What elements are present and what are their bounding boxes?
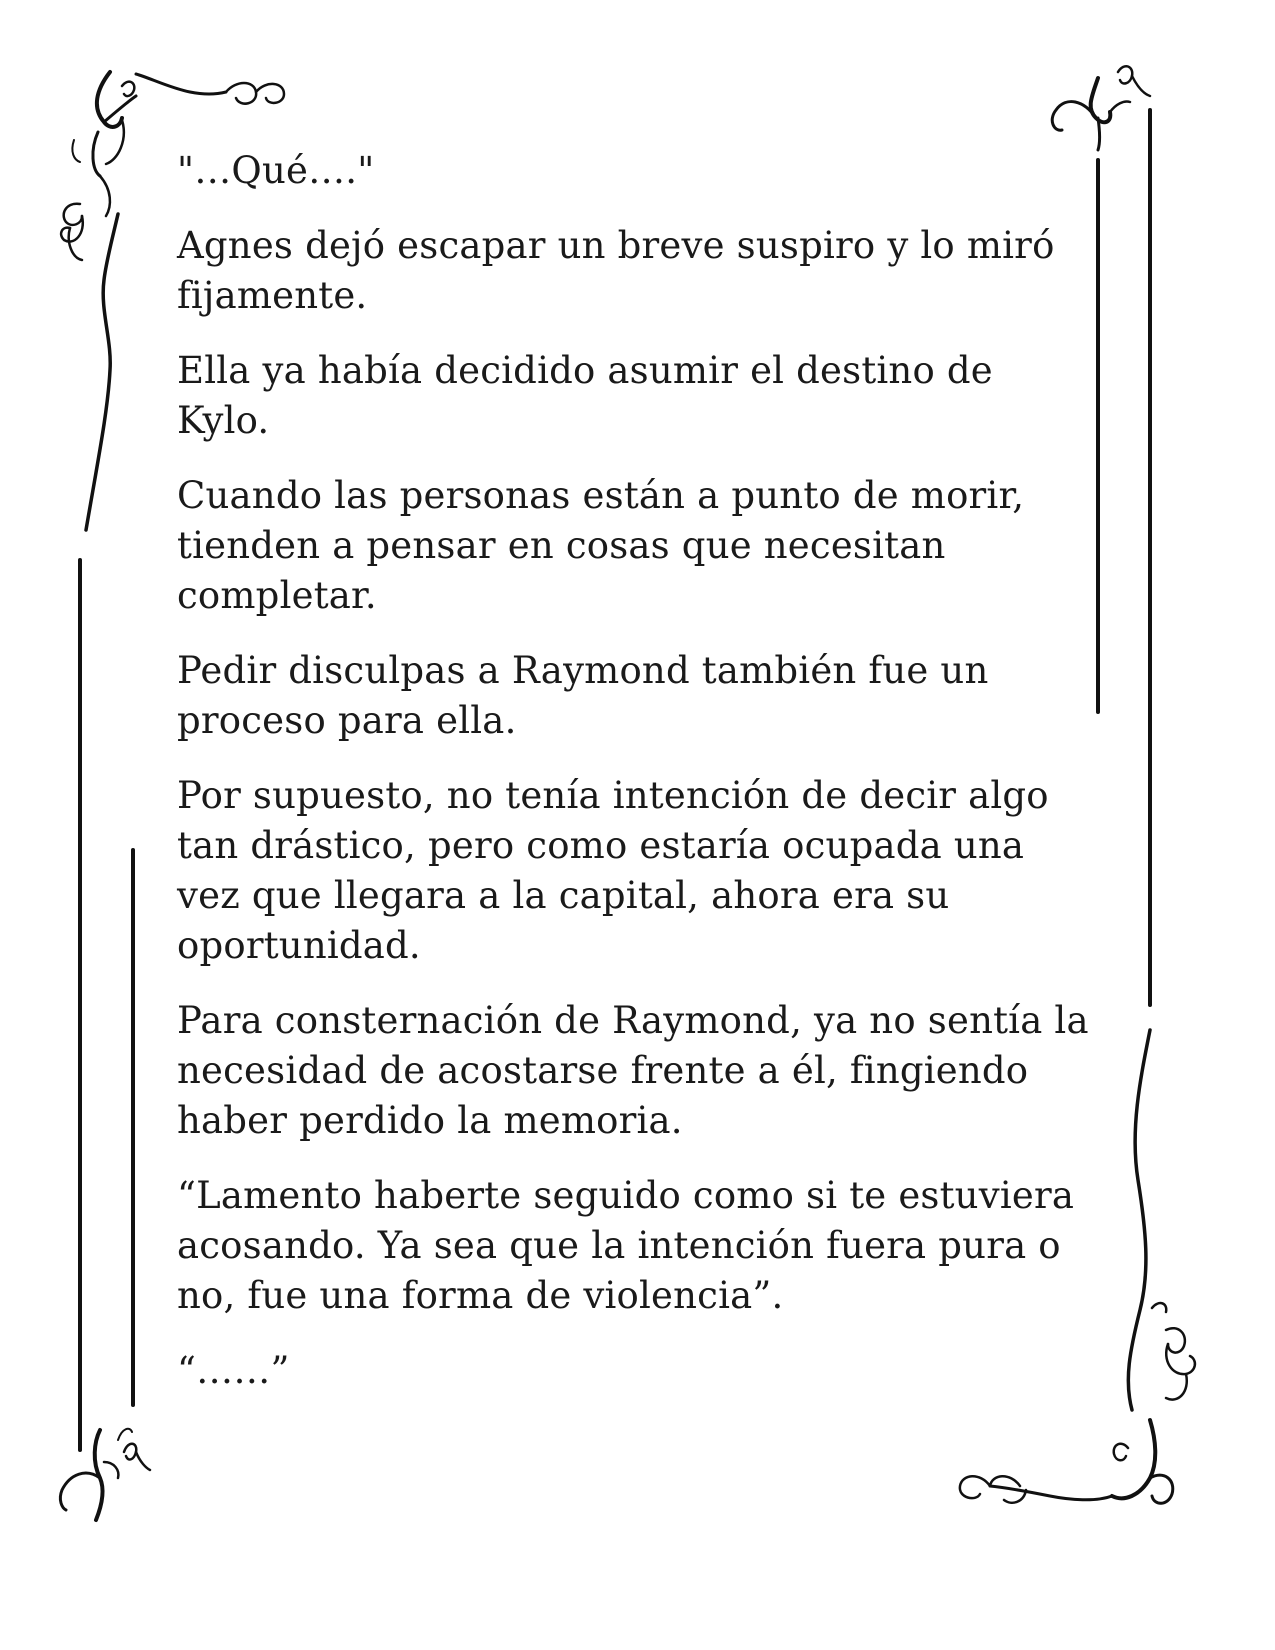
paragraph: “……” — [177, 1349, 290, 1392]
body-text — [177, 146, 1097, 1421]
paragraph: Para consternación de Raymond, ya no sentía la necesidad de acostarse frente a él, fingiendo haber perdido la memoria. — [177, 999, 1089, 1142]
top-right-flourish-icon — [1052, 66, 1150, 150]
paragraph: “Lamento haberte seguido como si te estuviera acosando. Ya sea que la intención fuera pura o no, fue una forma de violencia”. — [177, 1174, 1075, 1317]
paragraph: Ella ya había decidido asumir el destino de Kylo. — [177, 349, 993, 442]
bottom-left-flourish-icon — [60, 1429, 150, 1520]
paragraph: Cuando las personas están a punto de morir, tienden a pensar en cosas que necesitan completar. — [177, 474, 1025, 617]
paragraph: Pedir disculpas a Raymond también fue un proceso para ella. — [177, 649, 989, 742]
paragraph: Agnes dejó escapar un breve suspiro y lo miró fijamente. — [177, 224, 1055, 317]
paragraph: "…Qué…." — [177, 149, 375, 192]
paragraph: Por supuesto, no tenía intención de decir algo tan drástico, pero como estaría ocupada una vez que llegara a la capital, ahora era su oportunidad. — [177, 774, 1049, 967]
